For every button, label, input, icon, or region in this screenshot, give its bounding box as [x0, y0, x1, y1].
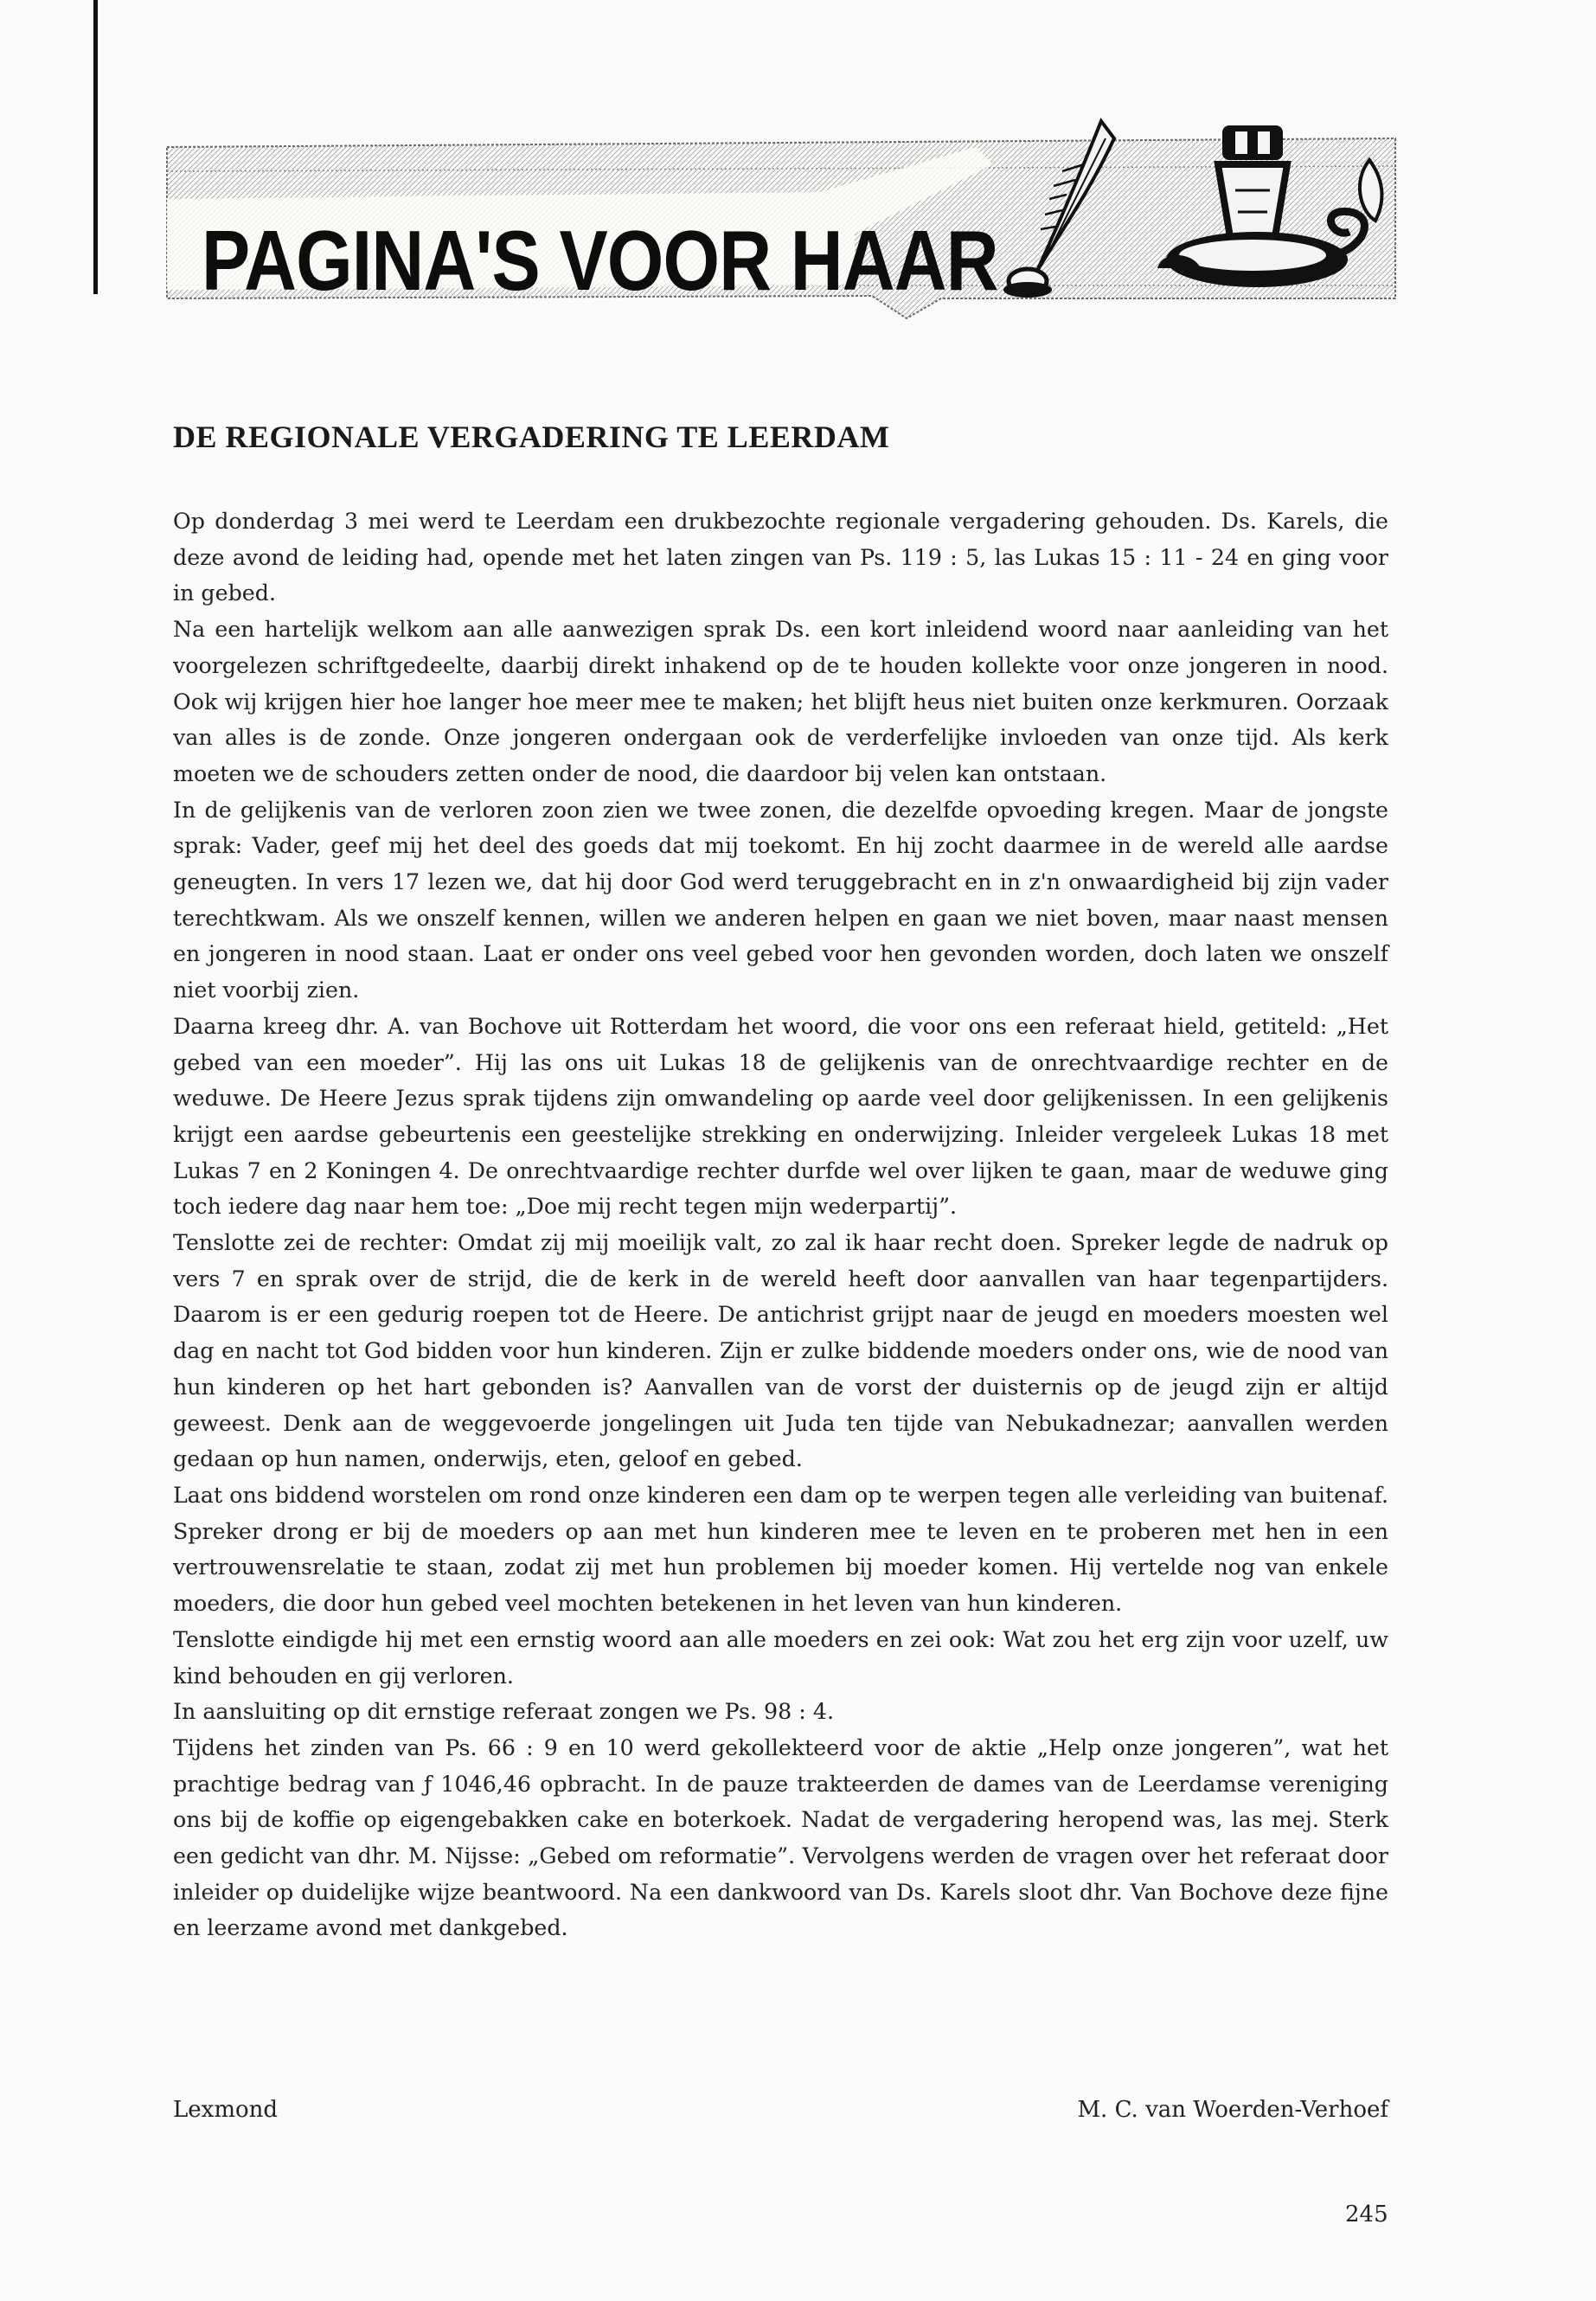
- article-title: DE REGIONALE VERGADERING TE LEERDAM: [173, 420, 890, 454]
- paragraph: Tijdens het zinden van Ps. 66 : 9 en 10 werd gekollekteerd voor de aktie „Help onze jongeren”, wat het prachtige bedrag van ƒ 1046,46 opbracht. In de pauze trakteerden de dames van de Leerdamse vereniging ons bij de koffie op eigengebakken cake en boterkoek. Nadat de vergadering heropend was, las mej. Sterk een gedicht van dhr. M. Nijsse: „Gebed om reformatie”. Vervolgens werden de vragen over het referaat door inleider op duidelijke wijze beantwoord. Na een dankwoord van Ds. Karels sloot dhr. Van Bochove deze fijne en leerzame avond met dankgebed.: [173, 1734, 1388, 1941]
- paragraph: In aansluiting op dit ernstige referaat zongen we Ps. 98 : 4.: [173, 1699, 834, 1725]
- article-body: [173, 503, 1388, 1946]
- paragraph: In de gelijkenis van de verloren zoon zien we twee zonen, die dezelfde opvoeding kregen. Maar de jongste sprak: Vader, geef mij het deel des goeds dat mij toekomt. En hij zocht daarmee in de wereld alle aardse geneugten. In vers 17 lezen we, dat hij door God werd teruggebracht en in z'n onwaardigheid bij zijn vader terechtkwam. Als we onszelf kennen, willen we anderen helpen en gaan we niet boven, maar naast mensen en jongeren in nood staan. Laat er onder ons veel gebed voor hen gevonden worden, doch laten we onszelf niet voorbij zien.: [173, 797, 1388, 1003]
- banner-title: PAGINA'S VOOR HAAR: [202, 213, 998, 308]
- paragraph: Op donderdag 3 mei werd te Leerdam een drukbezochte regionale vergadering gehouden. Ds. Karels, die deze avond de leiding had, opende met het laten zingen van Ps. 119 : 5, las Lukas 15 : 11 - 24 en ging voor in gebed.: [173, 509, 1388, 606]
- paragraph: Na een hartelijk welkom aan alle aanwezigen sprak Ds. een kort inleidend woord naar aanleiding van het voorgelezen schriftgedeelte, daarbij direkt inhakend op de te houden kollekte voor onze jongeren in nood. Ook wij krijgen hier hoe langer hoe meer mee te maken; het blijft heus niet buiten onze kerkmuren. Oorzaak van alles is de zonde. Onze jongeren ondergaan ook de verderfelijke invloeden van onze tijd. Als kerk moeten we de schouders zetten onder de nood, die daardoor bij velen kan ontstaan.: [173, 617, 1388, 786]
- margin-rule: [93, 0, 98, 294]
- paragraph: Laat ons biddend worstelen om rond onze kinderen een dam op te werpen tegen alle verleiding van buitenaf. Spreker drong er bij de moeders op aan met hun kinderen mee te leven en te proberen met hen in een vertrouwensrelatie te staan, zodat zij met hun problemen bij moeder komen. Hij vertelde nog van enkele moeders, die door hun gebed veel mochten betekenen in het leven van hun kinderen.: [173, 1482, 1388, 1617]
- page-number: 245: [1345, 2202, 1388, 2227]
- paragraph: Tenslotte eindigde hij met een ernstig woord aan alle moeders en zei ook: Wat zou het erg zijn voor uzelf, uw kind behouden en gij verloren.: [173, 1626, 1388, 1689]
- section-banner: [163, 112, 1400, 346]
- signature-author: M. C. van Woerden-Verhoef: [1077, 2097, 1388, 2123]
- signature-place: Lexmond: [173, 2097, 279, 2123]
- signature-line: [173, 2097, 1388, 2123]
- paragraph: Tenslotte zei de rechter: Omdat zij mij moeilijk valt, zo zal ik haar recht doen. Spreker legde de nadruk op vers 7 en sprak over de strijd, die de kerk in de wereld heeft door aanvallen van haar tegenpartijders. Daarom is er een gedurig roepen tot de Heere. De antichrist grijpt naar de jeugd en moeders moesten wel dag en nacht tot God bidden voor hun kinderen. Zijn er zulke biddende moeders onder ons, wie de nood van hun kinderen op het hart gebonden is? Aanvallen van de vorst der duisternis op de jeugd zijn er altijd geweest. Denk aan de weggevoerde jongelingen uit Juda ten tijde van Nebukadnezar; aanvallen werden gedaan op hun namen, onderwijs, eten, geloof en gebed.: [173, 1230, 1388, 1472]
- paragraph: Daarna kreeg dhr. A. van Bochove uit Rotterdam het woord, die voor ons een referaat hield, getiteld: „Het gebed van een moeder”. Hij las ons uit Lukas 18 de gelijkenis van de onrechtvaardige rechter en de weduwe. De Heere Jezus sprak tijdens zijn omwandeling op aarde veel door gelijkenissen. In een gelijkenis krijgt een aardse gebeurtenis een geestelijke strekking en onderwijzing. Inleider vergeleek Lukas 18 met Lukas 7 en 2 Koningen 4. De onrechtvaardige rechter durfde wel over lijken te gaan, maar de weduwe ging toch iedere dag naar hem toe: „Doe mij recht tegen mijn wederpartij”.: [173, 1013, 1388, 1220]
